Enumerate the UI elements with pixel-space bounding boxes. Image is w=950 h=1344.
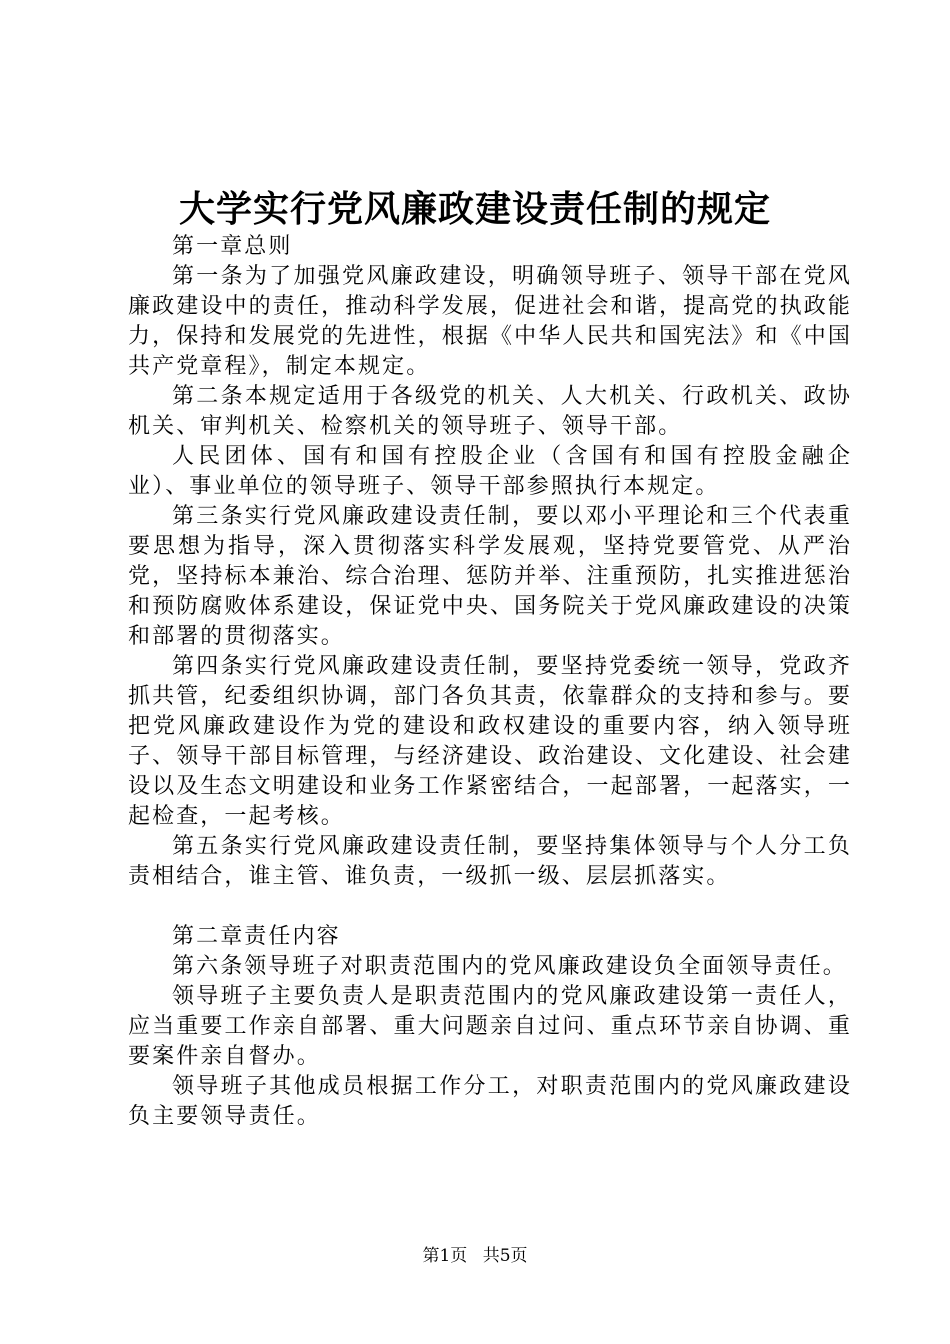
document-body	[128, 232, 852, 1132]
paragraph: 第六条领导班子对职责范围内的党风廉政建设负全面领导责任。	[172, 954, 847, 979]
paragraph: 领导班子主要负责人是职责范围内的党风廉政建设第一责任人，应当重要工作亲自部署、重大问题亲自过问、重点环节亲自协调、重要案件亲自督办。	[128, 984, 852, 1069]
paragraph: 第五条实行党风廉政建设责任制，要坚持集体领导与个人分工负责相结合，谁主管、谁负责，一级抓一级、层层抓落实。	[128, 834, 852, 889]
chapter-heading: 第一章总则	[172, 234, 293, 259]
paragraph: 人民团体、国有和国有控股企业（含国有和国有控股金融企业）、事业单位的领导班子、领导干部参照执行本规定。	[128, 444, 852, 499]
blank-line	[128, 892, 852, 922]
chapter-heading: 第二章责任内容	[172, 924, 341, 949]
paragraph: 第三条实行党风廉政建设责任制，要以邓小平理论和三个代表重要思想为指导，深入贯彻落实科学发展观，坚持党要管党、从严治党，坚持标本兼治、综合治理、惩防并举、注重预防，扎实推进惩治和预防腐败体系建设，保证党中央、国务院关于党风廉政建设的决策和部署的贯彻落实。	[128, 504, 852, 649]
paragraph: 领导班子其他成员根据工作分工，对职责范围内的党风廉政建设负主要领导责任。	[128, 1074, 852, 1129]
paragraph: 第一条为了加强党风廉政建设，明确领导班子、领导干部在党风廉政建设中的责任，推动科学发展，促进社会和谐，提高党的执政能力，保持和发展党的先进性，根据《中华人民共和国宪法》和《中国共产党章程》，制定本规定。	[128, 264, 852, 379]
page-total: 共5页	[482, 1246, 528, 1266]
document-title: 大学实行党风廉政建设责任制的规定	[178, 188, 771, 230]
page-footer	[0, 1244, 950, 1268]
paragraph: 第二条本规定适用于各级党的机关、人大机关、行政机关、政协机关、审判机关、检察机关的领导班子、领导干部。	[128, 384, 852, 439]
paragraph: 第四条实行党风廉政建设责任制，要坚持党委统一领导，党政齐抓共管，纪委组织协调，部门各负其责，依靠群众的支持和参与。要把党风廉政建设作为党的建设和政权建设的重要内容，纳入领导班子、领导干部目标管理，与经济建设、政治建设、文化建设、社会建设以及生态文明建设和业务工作紧密结合，一起部署，一起落实，一起检查，一起考核。	[128, 654, 852, 829]
page-number: 第1页	[422, 1246, 468, 1266]
